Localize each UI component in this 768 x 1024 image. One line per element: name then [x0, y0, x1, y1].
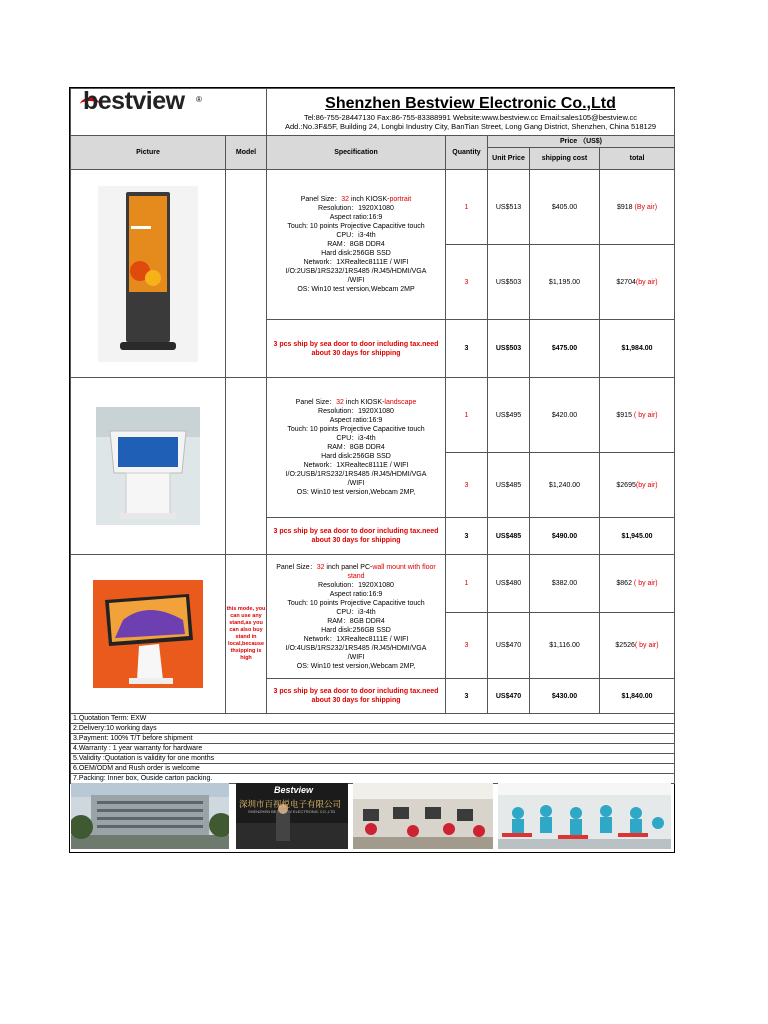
product-picture-panel-pc — [71, 555, 226, 714]
kiosk-landscape-image — [96, 407, 200, 525]
unit-price-cell: US$503 — [488, 320, 530, 378]
spec-line: Network：1XRealtec8111E / WIFI — [303, 462, 409, 469]
spec-line: I/O:4USB/1RS232/1RS485 /RJ45/HDMI/VGA — [285, 644, 427, 652]
col-quantity: Quantity — [446, 136, 488, 170]
total-cell — [600, 378, 675, 453]
spec-line: /WIFI — [347, 277, 365, 284]
unit-price-cell: US$485 — [488, 518, 530, 555]
panel-type: wall mount with floor stand — [347, 563, 436, 580]
qty-cell: 3 — [446, 613, 488, 679]
total-value: $2526 — [615, 642, 635, 649]
col-specification: Specification — [267, 136, 446, 170]
product-spec-3 — [267, 555, 446, 679]
total-value: $915 — [616, 411, 632, 419]
col-total: total — [600, 148, 675, 170]
spec-line: Aspect ratio:16:9 — [329, 590, 383, 598]
office-reception-photo — [236, 783, 348, 849]
col-picture: Picture — [71, 136, 226, 170]
qty-cell: 3 — [446, 245, 488, 320]
spec-line: Network：1XRealtec8111E / WIFI — [303, 259, 409, 266]
term-line: 3.Payment: 100% T/T before shipment — [71, 734, 675, 744]
total-note: (by air) — [635, 481, 658, 489]
term-line: 5.Validity :Quotation is validity for one months — [71, 754, 675, 764]
spec-line: CPU：i3-4th — [336, 608, 376, 616]
unit-price-cell: US$470 — [488, 679, 530, 714]
spec-line: Resolution：1920X1080 — [318, 205, 394, 212]
shipping-cost-cell: $475.00 — [530, 320, 600, 378]
product-model-3: this mode, you can use any stand,as you can also buy stand in local,because thsipping is high — [226, 555, 267, 714]
spec-line: Aspect ratio:16:9 — [329, 214, 383, 221]
spec-line: Resolution：1920X1080 — [318, 581, 394, 589]
product-model-2 — [226, 378, 267, 555]
col-unit-price: Unit Price — [488, 148, 530, 170]
spec-line: CPU：i3-4th — [336, 232, 376, 239]
spec-text: inch KIOSK- — [349, 196, 390, 203]
spec-line: CPU：i3-4th — [336, 435, 376, 442]
total-cell — [600, 613, 675, 679]
unit-price-cell: US$495 — [488, 378, 530, 453]
quotation-table — [70, 88, 675, 784]
spec-line: /WIFI — [347, 653, 365, 661]
quotation-sheet — [69, 87, 675, 853]
sea-shipping-note: 3 pcs ship by sea door to door including tax.need about 30 days for shipping — [267, 518, 446, 555]
production-line-photo — [498, 783, 671, 849]
spec-label: Panel Size： — [300, 196, 342, 203]
total-value: $2704 — [616, 278, 636, 286]
panel-pc-image — [93, 580, 203, 688]
registered-mark: ® — [196, 95, 202, 104]
logo-cell — [71, 89, 267, 136]
contact-line: Tel:86-755-28447130 Fax:86-755-83388991 Website:www.bestview.cc Email:sales105@bestview.cc — [303, 113, 638, 122]
panel-size: 32 — [341, 196, 349, 203]
company-header — [267, 89, 675, 136]
panel-size: 32 — [336, 399, 344, 406]
spec-line: Touch: 10 points Projective Capacitive touch — [287, 223, 425, 230]
unit-price-cell: US$470 — [488, 613, 530, 679]
spec-line: Hard disk:256GB SSD — [321, 626, 391, 634]
qty-cell: 3 — [446, 453, 488, 518]
sea-shipping-note: 3 pcs ship by sea door to door including tax.need about 30 days for shipping — [267, 679, 446, 714]
kiosk-portrait-image — [98, 186, 198, 362]
qty-cell: 1 — [446, 555, 488, 613]
qty-cell: 1 — [446, 378, 488, 453]
col-price: Price （US$) — [488, 136, 675, 148]
shipping-cost-cell: $1,240.00 — [530, 453, 600, 518]
col-model: Model — [226, 136, 267, 170]
shipping-cost-cell: $1,116.00 — [530, 613, 600, 679]
factory-building-photo — [71, 783, 229, 849]
term-line: 1.Quotation Term: EXW — [71, 714, 675, 724]
spec-line: I/O:2USB/1RS232/1RS485 /RJ45/HDMI/VGA — [285, 268, 427, 275]
spec-line: RAM：8GB DDR4 — [327, 617, 385, 625]
shipping-cost-cell: $430.00 — [530, 679, 600, 714]
spec-line: Hard disk:256GB SSD — [321, 250, 391, 257]
shipping-cost-cell: $382.00 — [530, 555, 600, 613]
spec-line: Resolution：1920X1080 — [318, 408, 394, 415]
total-cell: $1,984.00 — [600, 320, 675, 378]
total-cell: $1,945.00 — [600, 518, 675, 555]
spec-line: RAM：8GB DDR4 — [327, 241, 385, 248]
shipping-cost-cell: $1,195.00 — [530, 245, 600, 320]
shipping-cost-cell: $420.00 — [530, 378, 600, 453]
spec-line: I/O:2USB/1RS232/1RS485 /RJ45/HDMI/VGA — [285, 471, 427, 478]
spec-line: Touch: 10 points Projective Capacitive touch — [287, 599, 425, 607]
sea-shipping-note: 3 pcs ship by sea door to door including tax.need about 30 days for shipping — [267, 320, 446, 378]
spec-label: Panel Size： — [276, 563, 317, 571]
spec-line: OS: Win10 test version,Webcam 2MP, — [296, 489, 416, 496]
total-value: $2695 — [616, 481, 636, 489]
qty-cell: 3 — [446, 320, 488, 378]
product-spec-1 — [267, 170, 446, 320]
total-cell — [600, 245, 675, 320]
total-value: $862 — [616, 580, 632, 587]
term-line: 6.OEM/ODM and Rush order is welcome — [71, 764, 675, 774]
spec-line: Network：1XRealtec8111E / WIFI — [303, 635, 409, 643]
spec-line: RAM：8GB DDR4 — [327, 444, 385, 451]
address-line: Add.:No.3F&5F, Building 24, Longbi Industry City, BanTian Street, Long Gang District, Shenzhen, China 518129 — [284, 122, 657, 131]
total-cell — [600, 170, 675, 245]
product-picture-landscape — [71, 378, 226, 555]
unit-price-cell: US$480 — [488, 555, 530, 613]
panel-type: portrait — [389, 196, 412, 203]
term-line: 7.Packing: Inner box, Ouside carton packing. — [71, 774, 675, 784]
spec-line: OS: Win10 test version,Webcam 2MP — [297, 286, 415, 293]
spec-line: Touch: 10 points Projective Capacitive touch — [287, 426, 425, 433]
product-spec-2 — [267, 378, 446, 518]
total-cell — [600, 453, 675, 518]
total-value: $918 — [616, 203, 633, 211]
total-note: (By air) — [632, 203, 658, 211]
spec-line: /WIFI — [347, 480, 365, 487]
total-note: (by air) — [635, 278, 658, 286]
unit-price-cell: US$503 — [488, 245, 530, 320]
qty-cell: 1 — [446, 170, 488, 245]
spec-text: inch panel PC- — [324, 563, 373, 571]
unit-price-cell: US$485 — [488, 453, 530, 518]
office-workers-photo — [353, 783, 493, 849]
spec-line: OS: Win10 test version,Webcam 2MP, — [296, 662, 416, 670]
qty-cell: 3 — [446, 679, 488, 714]
company-photos — [70, 781, 674, 853]
product-picture-portrait — [71, 170, 226, 378]
company-logo — [71, 89, 266, 135]
logo-text: bestview — [83, 88, 185, 115]
factory-sign: 深圳市百视悦电子有限公司 — [239, 799, 342, 809]
total-cell — [600, 555, 675, 613]
total-note: ( by air) — [631, 411, 658, 419]
panel-type: landscape — [384, 399, 417, 406]
unit-price-cell: US$513 — [488, 170, 530, 245]
product-model-1 — [226, 170, 267, 378]
company-name: Shenzhen Bestview Electronic Co.,Ltd — [325, 95, 616, 112]
total-cell: $1,840.00 — [600, 679, 675, 714]
spec-line: Hard disk:256GB SSD — [321, 453, 391, 460]
panel-size: 32 — [316, 563, 325, 571]
factory-logo: Bestview — [274, 785, 314, 795]
spec-label: Panel Size： — [295, 399, 337, 406]
qty-cell: 3 — [446, 518, 488, 555]
shipping-cost-cell: $490.00 — [530, 518, 600, 555]
total-note: ( by air) — [634, 642, 659, 649]
shipping-cost-cell: $405.00 — [530, 170, 600, 245]
factory-sign-en: SHENZHEN BESTVIEW ELECTRONIC CO.,LTD — [248, 809, 336, 814]
total-note: ( by air) — [631, 580, 658, 587]
term-line: 4.Warranty : 1 year warranty for hardware — [71, 744, 675, 754]
term-line: 2.Delivery:10 working days — [71, 724, 675, 734]
spec-text: inch KIOSK- — [343, 399, 385, 406]
spec-line: Aspect ratio:16:9 — [329, 417, 383, 424]
col-shipping-cost: shipping cost — [530, 148, 600, 170]
